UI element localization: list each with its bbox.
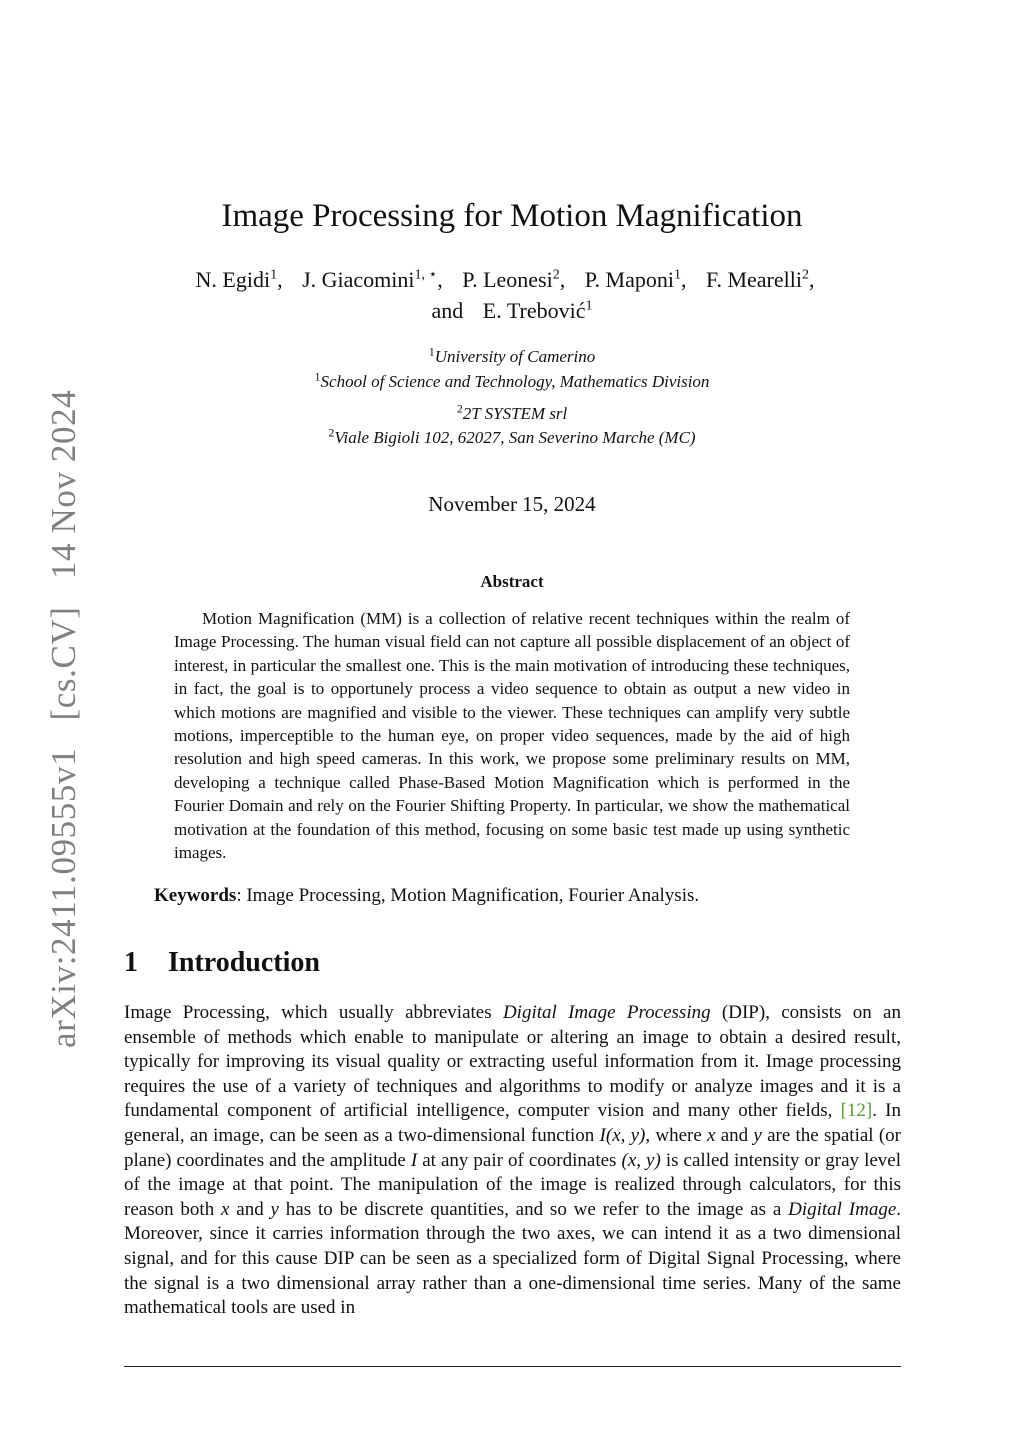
affiliation-mark: 2	[456, 401, 463, 416]
text-run: Image Processing, which usually abbreviates	[124, 1002, 503, 1023]
text-run: at any pair of coordinates	[417, 1149, 622, 1171]
author-affiliation-mark: 2	[801, 267, 809, 283]
affiliation-mark: 1	[314, 369, 321, 384]
section-heading	[124, 946, 320, 980]
author-affiliation-mark: 1, ⋆	[414, 267, 438, 283]
author-name: J. Giacomini	[302, 267, 415, 292]
author: P. Maponi$^1$,	[584, 267, 687, 292]
abstract-text: Motion Magnification (MM) is a collection of relative recent techniques within the realm of Image Processing. The human visual field can not capture all possible displacement of an object of interest, in particular the smallest one. This is the main motivation of introducing these techniques, in fact, the goal is to opportunely process a video sequence to obtain as output a new video in which motions are magnified and visible to the viewer. These techniques can amplify very subtle motions, imperceptible to the human eye, on proper video sequences, made by the aid of high resolution and high speed cameras. In this work, we propose some preliminary results on MM, developing a technique called Phase-Based Motion Magnification which is performed in the Fourier Domain and rely on the Fourier Shifting Property. In particular, we show the mathematical motivation at the foundation of this method, focusing on some basic test made up using synthetic images.	[174, 609, 850, 863]
keywords-label: Keywords	[154, 885, 237, 906]
text-run: has to be discrete quantities, and so we refer to the image as a	[278, 1198, 789, 1220]
author: F. Mearelli$^2$,	[705, 267, 815, 292]
arxiv-category: [cs.CV]	[44, 606, 83, 721]
author-affiliation-mark: 2	[552, 267, 560, 283]
text-run: and	[715, 1124, 754, 1146]
abstract-heading: Abstract	[480, 572, 544, 591]
author-affiliation-mark: 1	[270, 267, 278, 283]
section-number: 1	[124, 947, 138, 978]
introduction-paragraph	[124, 1001, 901, 1321]
paper-title: Image Processing for Motion Magnification	[221, 198, 803, 234]
affiliation-mark: 2	[328, 425, 335, 440]
affiliation-text: Viale Bigioli 102, 62027, San Severino Marche (MC)	[334, 428, 696, 447]
text-run: are the spatial (or plane) coordinates and the amplitude	[124, 1124, 901, 1171]
citation-number: 12	[846, 1100, 866, 1122]
paper-date: November 15, 2024	[428, 492, 596, 516]
author-name: P. Maponi	[584, 267, 674, 292]
affiliation-text: University of Camerino	[434, 347, 596, 366]
authors-and: and	[431, 298, 464, 323]
author-affiliation-mark: 1	[673, 267, 681, 283]
author: N. Egidi$^1$,	[195, 267, 283, 292]
author-list	[180, 264, 844, 326]
math-variable: x	[707, 1124, 716, 1146]
arxiv-id: arXiv:2411.09555v1	[44, 747, 83, 1048]
affiliation-line	[0, 370, 1024, 394]
author-name: P. Leonesi	[462, 267, 553, 292]
keywords	[154, 884, 874, 908]
text-run: , where	[645, 1124, 708, 1146]
affiliation-mark: 1	[428, 344, 435, 359]
affiliation-line	[0, 345, 1024, 369]
author: P. Leonesi$^2$,	[462, 267, 566, 292]
citation-bracket: [	[840, 1100, 847, 1122]
math-variable: y	[753, 1124, 762, 1146]
text-run: is called intensity or gray level of the image at that point. The manipulation of the image is realized through calculators, for this reason both	[124, 1149, 902, 1220]
affiliation-line	[0, 402, 1024, 426]
author-name: E. Trebović	[482, 298, 586, 323]
author	[483, 298, 593, 323]
math-variable: x	[221, 1198, 230, 1220]
text-run: (DIP), consists on an ensemble of methods which enable to manipulate or altering an image to obtain a desired result, typically for improving its visual quality or extracting useful information from it. Image processing requires the use of a variety of techniques and algorithms to modify or analyze images and it is a fundamental component of artificial intelligence, computer vision and many other fields,	[124, 1002, 901, 1122]
text-run: and	[229, 1198, 271, 1220]
affiliation-line	[0, 426, 1024, 450]
math-expression: (x, y)	[621, 1149, 661, 1171]
arxiv-identifier-stamp	[46, 372, 81, 1048]
emphasis: Digital Image	[788, 1198, 897, 1220]
author: J. Giacomini$^{1, ⋆}$,	[302, 267, 443, 292]
author-affiliation-mark: 1	[585, 298, 593, 314]
affiliation-text: School of Science and Technology, Mathematics Division	[320, 372, 710, 391]
text-run: . In general, an image, can be seen as a two-dimensional function	[124, 1100, 901, 1146]
citation-bracket: ]	[865, 1100, 873, 1122]
footnote-divider	[124, 1366, 901, 1367]
text-run: . Moreover, since it carries information through the two axes, we can intend it as a two dimensional signal, and for this cause DIP can be seen as a specialized form of Digital Signal Processing, where the signal is a two dimensional array rather than a one-dimensional time series. Many of the same mathematical tools are used in	[124, 1198, 902, 1319]
arxiv-date: 14 Nov 2024	[44, 389, 83, 580]
keywords-text: : Image Processing, Motion Magnification, Fourier Analysis.	[236, 885, 700, 906]
math-variable: I	[410, 1149, 418, 1171]
affiliation-text: 2T SYSTEM srl	[462, 404, 568, 423]
citation-link[interactable]	[841, 1100, 873, 1121]
author-name: N. Egidi	[195, 267, 271, 292]
author-name: F. Mearelli	[705, 267, 802, 292]
emphasis: Digital Image Processing	[502, 1002, 711, 1023]
section-title: Introduction	[168, 947, 320, 978]
math-variable: y	[270, 1198, 279, 1220]
math-expression: I(x, y)	[599, 1124, 646, 1146]
